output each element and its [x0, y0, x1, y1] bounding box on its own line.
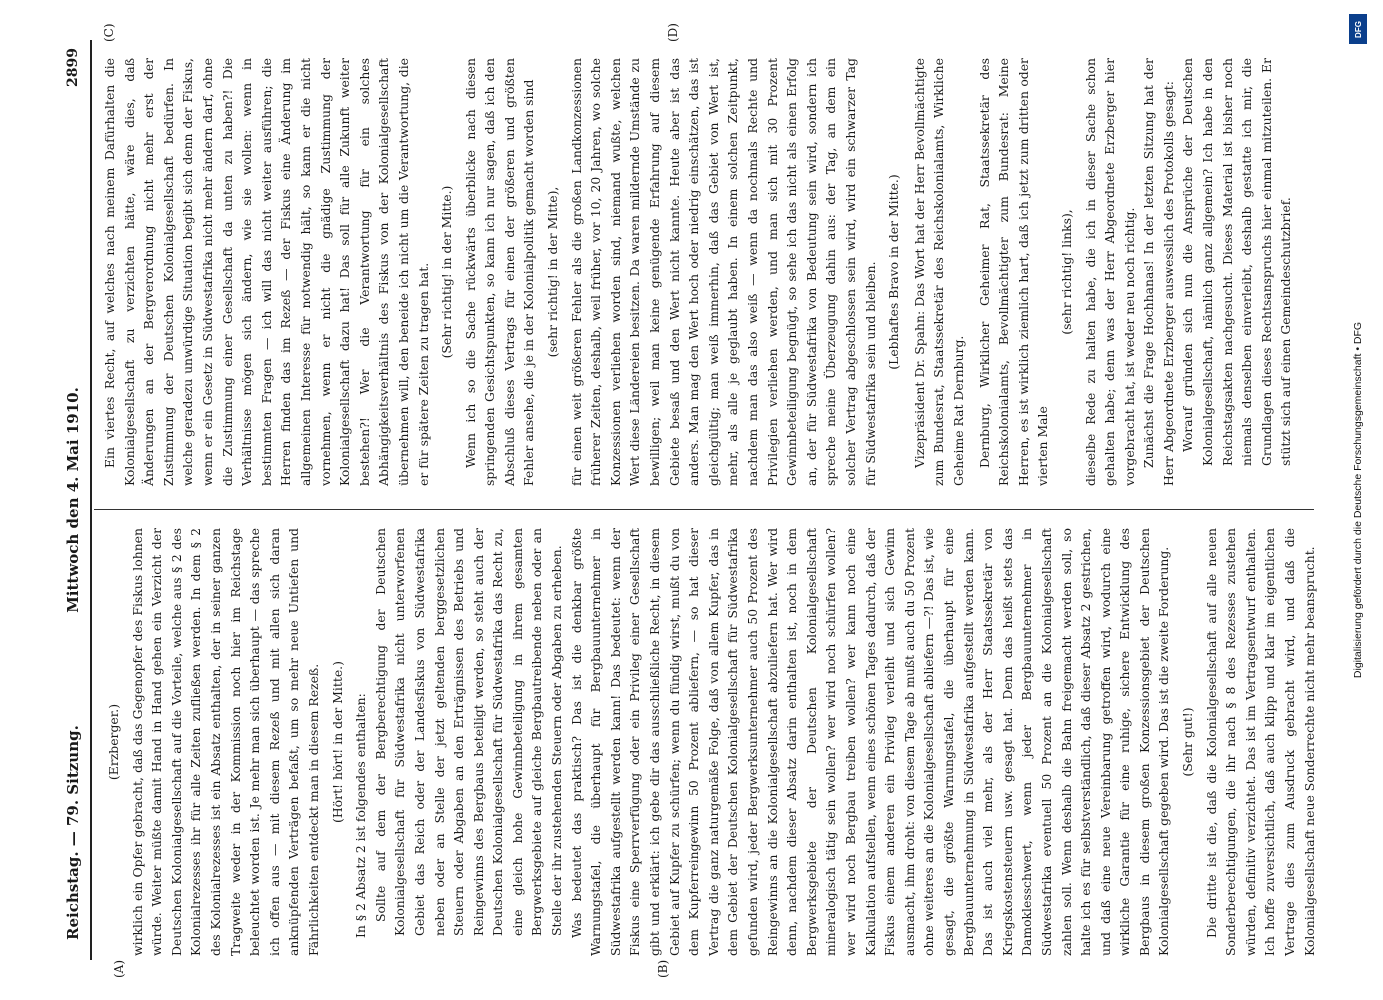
quotation: Sollte auf dem der Bergberechtigung der Deutschen Kolonialgesellschaft für Südwestafrika nicht unterworfenen Gebiet das Reich oder der Landesfiskus von Südwestafrika neben oder an Stelle der jetzt geltenden berggesetzlichen Steuern oder Abgaben an den Erträgnissen des Betriebs und Reingewinns des Bergbaus beteiligt werden, so steht auch der Deutschen Kolonialgesellschaft für Südwestafrika das Recht zu, eine gleich hohe Gewinnbeteiligung in ihrem gesamten Bergwerksgebiete auf gleiche Bergbautreibende neben oder an Stelle der ihr zustehenden Steuern oder Abgaben zu erheben.	[372, 528, 565, 936]
speaker-label: (Erzberger.)	[106, 703, 121, 781]
interjection: (Hört! hört! in der Mitte.)	[329, 661, 345, 823]
interjection: (Sehr richtig! in der Mitte.)	[439, 185, 455, 359]
speaker-paragraph: Dernburg, Wirklicher Geheimer Rat, Staatssekretär des Reichskolonialamts, Bevollmächtigter zum Bundesrat: Meine Herren, es ist wirklich ziemlich hart, daß ich jetzt zum dritten oder vierten Male	[976, 58, 1051, 486]
margin-marker-b: (B)	[656, 959, 670, 978]
paragraph: für einen weit größeren Fehler als die großen Landkonzessionen früherer Zeiten, deshalb, weil früher, vor 10, 20 Jahren, wo solche Konzessionen verliehen worden sind, niemand wußte, welchen Wert diese Ländereien besitzen. Da waren mildernde Umstände zu bewilligen; weil man keine genügende Erfahrung auf diesem Gebiete besaß und den Wert nicht kannte. Heute aber ist das anders. Man mag den Wert hoch oder niedrig einschätzen, das ist gleichgültig; man weiß immerhin, daß das Gebiet von Wert ist, mehr, als alle je geglaubt haben. In einem solchen Zeitpunkt, nachdem man das also weiß — wenn da nochmals Rechte und Privilegien verliehen werden, und man sich mit 30 Prozent Gewinnbeteiligung begnügt, so sehe ich das nicht als einen Erfolg an, der für Südwestafrika von Bedeutung sein wird, sondern ich spreche meine Überzeugung dahin aus: der Tag, an dem ein solcher Vertrag abgeschlossen sein wird, wird ein schwarzer Tag für Südwestafrika sein und bleiben.	[568, 58, 878, 486]
newspaper-page	[46, 20, 1336, 980]
margin-marker-c: (C)	[102, 23, 116, 42]
paragraph: In § 2 Absatz 2 ist folgendes enthalten:	[353, 693, 369, 938]
header-rule	[90, 40, 92, 960]
paragraph: Was bedeutet das praktisch? Das ist die denkbar größte Warnungstafel, die überhaupt für Bergbauunternehmer in Südwestafrika aufgestellt werden kann! Das bedeutet: wenn der Fiskus eine Sperrverfügung oder ein Privileg einer Gesellschaft gibt und erklärt: ich gebe dir das ausschließliche Recht, in diesem Gebiet auf Kupfer zu schürfen; wenn du fündig wirst, mußt du von dem Kupferreingewinn 50 Prozent abliefern, — so hat dieser Vertrag die ganz naturgemäße Folge, daß von allem Kupfer, das in dem Gebiet der Deutschen Kolonialgesellschaft für Südwestafrika gefunden wird, jeder Bergwerksunternehmer auch 50 Prozent des Reingewinns an die Kolonialgesellschaft abzuliefern hat. Wer wird denn, nachdem dieser Absatz darin enthalten ist, noch in dem Bergwerksgebiete der Deutschen Kolonialgesellschaft mineralogisch tätig sein wollen? wer wird noch schürfen wollen? wer wird noch Bergbau treiben wollen? wer kann noch eine Kalkulation aufstellen, wenn eines schönen Tages dadurch, daß der Fiskus einem anderen ein Privileg verleiht und sich Gewinn ausmacht, ihm droht: von diesem Tage ab mußt auch du 50 Prozent ohne weiteres an die Kolonialgesellschaft abliefern —?! Das ist, wie gesagt, die größte Warnungstafel, die überhaupt für eine Bergbauunternehmung in Südwestafrika aufgestellt werden kann. Das ist auch viel mehr, als der Herr Staatssekretär von Kriegskostensteuern usw. gesagt hat. Denn das heißt stets das Damoklesschwert, wenn jeder Bergbauunternehmer in Südwestafrika eventuell 50 Prozent an die Kolonialgesellschaft zahlen soll. Wenn deshalb die Bahn freigemacht werden soll, so halte ich es für selbstverständlich, daß dieser Absatz 2 gestrichen, und daß eine neue Vereinbarung getroffen wird, wodurch eine wirkliche Garantie für eine ruhige, sichere Entwicklung des Bergbaus in diesem großen Konzessionsgebiet der Deutschen Kolonialgesellschaft gegeben wird. Das ist die zweite Forderung.	[568, 528, 1172, 956]
left-column	[100, 528, 1317, 956]
paragraph: Zunächst die Frage Hochhanas! In der letzten Sitzung hat der Herr Abgeordnete Erzberger auswesslich des Protokolls gesagt:	[1141, 58, 1176, 486]
dfg-logo: DFG	[1349, 14, 1367, 44]
credit-text: Digitalisierung gefördert durch die Deutsche Forschungsgemeinschaft • DFG	[1352, 321, 1364, 679]
page-header-date: Mittwoch den 4. Mai 1910.	[64, 387, 82, 613]
paragraph: Die dritte ist die, daß die Kolonialgesellschaft auf alle neuen Sonderberechtigungen, die ihr nach § 8 des Rezesses zustehen würden, definitiv verzichtet. Das ist im Vertragsentwurf enthalten. Ich hoffe zuversichtlich, daß auch klipp und klar im eigentlichen Vertrage dies zum Ausdruck gebracht wird, und daß die Kolonialgesellschaft neue Sonderrechte nicht mehr beansprucht.	[1203, 528, 1317, 956]
page-header-session: Reichstag. — 79. Sitzung.	[64, 725, 82, 940]
quotation: Worauf gründen sich nun die Ansprüche der Deutschen Kolonialgesellschaft, nämlich ganz allgemein? Ich habe in den Reichstagsakten nachgesucht. Dieses Material ist bisher noch niemals denselben einverleibt, deshalb gestatte ich mir, die Grundlagen dieses Rechtsanspruchs hier einmal mitzuteilen. Er stützt sich auf einen Gemeindeschutzbrief.	[1180, 58, 1294, 466]
margin-marker-a: (A)	[112, 959, 126, 978]
interjection: (Lebhaftes Bravo in der Mitte.)	[886, 174, 902, 370]
column-divider	[94, 509, 1314, 510]
digitization-credit	[1346, 14, 1370, 986]
interjection: (Sehr gut!)	[1180, 707, 1196, 777]
margin-marker-d: (D)	[666, 23, 680, 42]
paragraph: Ein viertes Recht, auf welches nach meinem Dafürhalten die Kolonialgesellschaft zu verzichten hätte, wäre dies, daß Änderungen an der Bergverordnung nicht mehr erst der Zustimmung der Deutschen Kolonialgesellschaft bedürfen. In welche geradezu unwürdige Situation begibt sich denn der Fiskus, wenn er ein Gesetz in Südwestafrika nicht mehr ändern darf, ohne die Zustimmung einer Gesellschaft da unten zu haben?! Die Verhältnisse mögen sich ändern, wie sie wollen: wenn in bestimmten Fragen — ich will das nicht weiter ausführen; die Herren finden das im Rezeß — der Fiskus eine Änderung im allgemeinen Interesse für notwendig hält, so kann er die nicht vornehmen, wenn er nicht die gnädige Zustimmung der Kolonialgesellschaft dazu hat! Das soll für alle Zukunft weiter bestehen?! Wer die Verantwortung für ein solches Abhängigkeitsverhältnis des Fiskus von der Kolonialgesellschaft übernehmen will, den beneide ich nicht um die Verantwortung, die er für spätere Zeiten zu tragen hat.	[102, 58, 431, 486]
interjection: (sehr richtig! in der Mitte),	[545, 186, 561, 358]
page-number: 2899	[65, 48, 81, 87]
interjection: (sehr richtig! links),	[1058, 209, 1074, 335]
paragraph: dieselbe Rede zu halten habe, die ich in dieser Sache schon gehalten habe; denn was der Herr Abgeordnete Erzberger hier vorgebracht hat, ist weder neu noch richtig.	[1082, 58, 1137, 486]
paragraph: Wenn ich so die Sache rückwärts überblicke nach diesen springenden Gesichtspunkten, so kann ich nur sagen, daß ich den Abschluß dieses Vertrags für einen der größeren und größten Fehler ansehe, die je in der Kolonialpolitik gemacht worden sind	[462, 58, 537, 486]
speaker-introduction: Vizepräsident Dr. Spahn: Das Wort hat der Herr Bevollmächtigte zum Bundesrat, Staatssekretär des Reichskolonialamts, Wirkliche Geheime Rat Dernburg.	[911, 58, 966, 486]
right-column	[100, 58, 1296, 486]
paragraph: wirklich ein Opfer gebracht, daß das Gegenopfer des Fiskus lohnen würde. Weiter müßte damit Hand in Hand gehen ein Verzicht der Deutschen Kolonialgesellschaft auf die Vorteile, welche aus § 2 des Kolonialrezesses ihr für alle Zeiten zufließen werden. In dem § 2 des Kolonialrezesses ist ein Absatz enthalten, der in seiner ganzen Tragweite weder in der Kommission noch hier im Reichstage beleuchtet worden ist. Je mehr man sich überhaupt — das spreche ich offen aus — mit diesem Rezeß und mit allen sich daran anknüpfenden Verträgen befaßt, um so mehr neue Untiefen und Fährlichkeiten entdeckt man in diesem Rezeß.	[129, 528, 321, 956]
